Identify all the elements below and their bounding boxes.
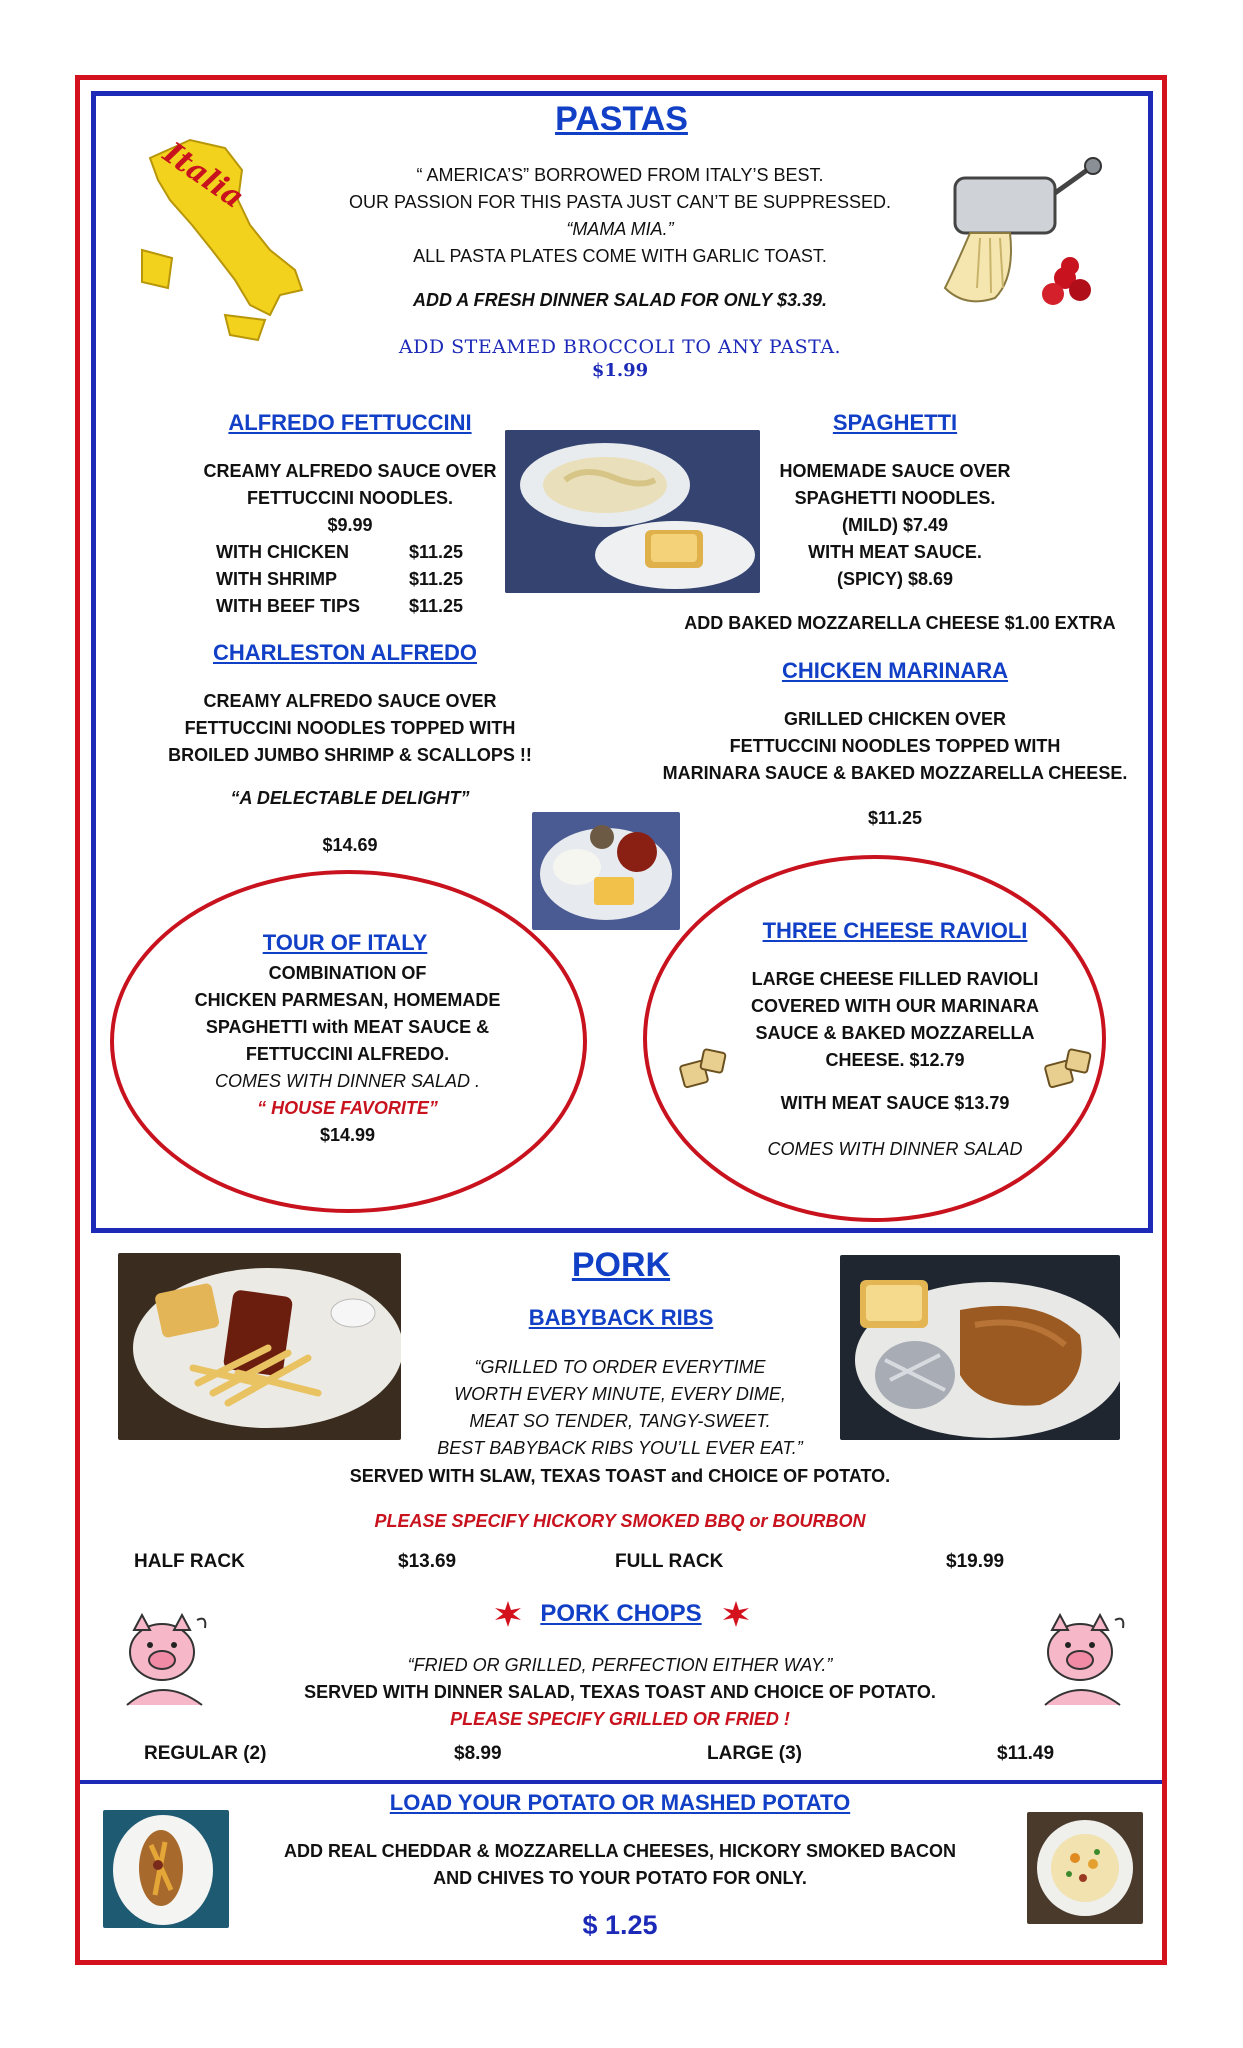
italy-map-icon xyxy=(130,130,310,350)
chops-specify: PLEASE SPECIFY GRILLED OR FRIED ! xyxy=(450,1709,790,1729)
half-rack-price: $13.69 xyxy=(398,1551,457,1572)
alfredo-option-row xyxy=(216,593,496,620)
chicken-marinara-desc-2: FETTUCCINI NOODLES TOPPED WITH xyxy=(729,736,1061,756)
charleston-title: CHARLESTON ALFREDO xyxy=(213,640,477,665)
charleston-price: $14.69 xyxy=(322,835,378,855)
tour-price: $14.99 xyxy=(319,1125,376,1145)
ravioli-desc-2: COVERED WITH OUR MARINARA xyxy=(751,996,1039,1016)
alfredo-title: ALFREDO FETTUCCINI xyxy=(228,410,472,435)
mashed-potato-photo xyxy=(1027,1812,1143,1924)
ribs-served: SERVED WITH SLAW, TEXAS TOAST and CHOICE OF POTATO. xyxy=(349,1466,891,1486)
full-rack-price: $19.99 xyxy=(946,1551,1005,1572)
alfredo-price: $9.99 xyxy=(327,515,373,535)
broccoli-offer: ADD STEAMED BROCCOLI TO ANY PASTA. xyxy=(398,336,842,358)
intro-line-3: “MAMA MIA.” xyxy=(566,219,674,239)
potato-title: LOAD YOUR POTATO OR MASHED POTATO xyxy=(389,1790,851,1815)
plate-photo xyxy=(532,812,680,930)
chicken-marinara-desc-3: MARINARA SAUCE & BAKED MOZZARELLA CHEESE. xyxy=(662,763,1128,783)
ravioli-title: THREE CHEESE RAVIOLI xyxy=(762,918,1028,943)
alfredo-option-row xyxy=(216,539,496,566)
large-label: LARGE (3) xyxy=(707,1743,802,1764)
chops-tagline: “FRIED OR GRILLED, PERFECTION EITHER WAY.” xyxy=(407,1655,833,1675)
pork-chop-photo xyxy=(840,1255,1120,1440)
intro-line-2: OUR PASSION FOR THIS PASTA JUST CAN’T BE SUPPRESSED. xyxy=(348,192,892,212)
chicken-marinara-title: CHICKEN MARINARA xyxy=(781,658,1009,683)
tour-title: TOUR OF ITALY xyxy=(262,930,428,955)
tour-desc-3: SPAGHETTI with MEAT SAUCE & xyxy=(205,1017,490,1037)
potato-section-divider xyxy=(80,1780,1162,1784)
starburst-icon xyxy=(723,1601,749,1627)
ravioli-icon xyxy=(678,1045,730,1093)
charleston-desc-3: BROILED JUMBO SHRIMP & SCALLOPS !! xyxy=(168,745,532,765)
pasta-machine-icon xyxy=(925,148,1115,313)
intro-line-4: ALL PASTA PLATES COME WITH GARLIC TOAST. xyxy=(413,246,827,266)
ravioli-note: COMES WITH DINNER SALAD xyxy=(767,1139,1023,1159)
large-price: $11.49 xyxy=(997,1743,1055,1764)
chops-served: SERVED WITH DINNER SALAD, TEXAS TOAST AND CHOICE OF POTATO. xyxy=(304,1682,936,1702)
ribs-poem-2: WORTH EVERY MINUTE, EVERY DIME, xyxy=(454,1384,786,1404)
potato-price: $ 1.25 xyxy=(582,1910,658,1940)
starburst-icon xyxy=(495,1601,521,1627)
ribs-title: BABYBACK RIBS xyxy=(528,1305,714,1330)
salad-offer: ADD A FRESH DINNER SALAD FOR ONLY $3.39. xyxy=(412,290,828,310)
tour-desc-1: COMBINATION OF xyxy=(268,963,427,983)
tour-desc-4: FETTUCCINI ALFREDO. xyxy=(245,1044,450,1064)
tour-favorite: “ HOUSE FAVORITE” xyxy=(257,1098,438,1118)
intro-line-1: “ AMERICA’S” BORROWED FROM ITALY’S BEST. xyxy=(416,165,824,185)
ravioli-desc-1: LARGE CHEESE FILLED RAVIOLI xyxy=(751,969,1039,989)
ravioli-meat-sauce: WITH MEAT SAUCE $13.79 xyxy=(780,1093,1010,1113)
potato-desc-1: ADD REAL CHEDDAR & MOZZARELLA CHEESES, HICKORY SMOKED BACON xyxy=(283,1841,957,1861)
option-label: WITH CHICKEN xyxy=(216,542,349,562)
ribs-specify: PLEASE SPECIFY HICKORY SMOKED BBQ or BOURBON xyxy=(374,1511,866,1531)
chicken-marinara-price: $11.25 xyxy=(867,808,923,828)
spaghetti-desc-4: WITH MEAT SAUCE. xyxy=(808,542,982,562)
loaded-potato-photo xyxy=(103,1810,229,1928)
regular-price: $8.99 xyxy=(454,1743,502,1764)
ribs-photo xyxy=(118,1253,401,1440)
option-price: $11.25 xyxy=(409,569,464,589)
alfredo-desc-1: CREAMY ALFREDO SAUCE OVER xyxy=(203,461,497,481)
charleston-desc-1: CREAMY ALFREDO SAUCE OVER xyxy=(203,691,497,711)
ribs-poem-4: BEST BABYBACK RIBS YOU’LL EVER EAT.” xyxy=(437,1438,803,1458)
pork-title: PORK xyxy=(571,1246,671,1284)
spaghetti-desc-2: SPAGHETTI NOODLES. xyxy=(794,488,996,508)
spaghetti-desc-5: (SPICY) $8.69 xyxy=(836,569,954,589)
regular-label: REGULAR (2) xyxy=(144,1743,267,1764)
spaghetti-extra: ADD BAKED MOZZARELLA CHEESE $1.00 EXTRA xyxy=(684,613,1116,633)
spaghetti-title: SPAGHETTI xyxy=(832,410,958,435)
alfredo-photo xyxy=(505,430,760,593)
pastas-title: PASTAS xyxy=(555,100,688,138)
ravioli-desc-3: SAUCE & BAKED MOZZARELLA xyxy=(755,1023,1035,1043)
charleston-tagline: “A DELECTABLE DELIGHT” xyxy=(230,788,470,808)
pork-chops-title: PORK CHOPS xyxy=(540,1600,702,1627)
italy-map-label: Italia xyxy=(156,135,251,216)
option-label: WITH SHRIMP xyxy=(216,569,337,589)
ribs-poem-3: MEAT SO TENDER, TANGY-SWEET. xyxy=(469,1411,771,1431)
full-rack-label: FULL RACK xyxy=(615,1551,724,1572)
spaghetti-desc-1: HOMEMADE SAUCE OVER xyxy=(779,461,1011,481)
half-rack-label: HALF RACK xyxy=(134,1551,245,1572)
pig-icon xyxy=(1030,1610,1135,1710)
spaghetti-desc-3: (MILD) $7.49 xyxy=(841,515,949,535)
alfredo-desc-2: FETTUCCINI NOODLES. xyxy=(247,488,453,508)
charleston-desc-2: FETTUCCINI NOODLES TOPPED WITH xyxy=(184,718,516,738)
option-label: WITH BEEF TIPS xyxy=(216,596,360,616)
ravioli-desc-4: CHEESE. $12.79 xyxy=(825,1050,965,1070)
option-price: $11.25 xyxy=(409,542,464,562)
alfredo-option-row xyxy=(216,566,496,593)
ribs-poem-1: “GRILLED TO ORDER EVERYTIME xyxy=(474,1357,766,1377)
option-price: $11.25 xyxy=(409,596,464,616)
ravioli-icon xyxy=(1043,1045,1095,1093)
broccoli-price: $1.99 xyxy=(591,360,649,381)
chicken-marinara-desc-1: GRILLED CHICKEN OVER xyxy=(783,709,1006,729)
potato-desc-2: AND CHIVES TO YOUR POTATO FOR ONLY. xyxy=(433,1868,807,1888)
tour-note: COMES WITH DINNER SALAD . xyxy=(214,1071,481,1091)
pig-icon xyxy=(112,1610,217,1710)
tour-desc-2: CHICKEN PARMESAN, HOMEMADE xyxy=(194,990,501,1010)
